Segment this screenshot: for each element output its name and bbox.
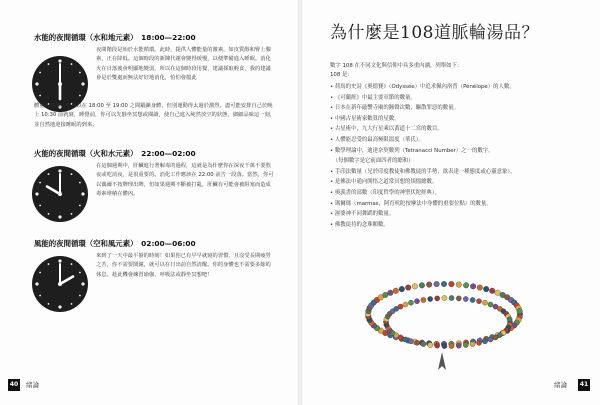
clock-tick — [48, 303, 50, 305]
clock-tick — [39, 182, 41, 184]
clock-tick — [81, 192, 84, 195]
clock-tick — [79, 295, 81, 297]
bead — [463, 296, 468, 301]
bead — [419, 283, 425, 289]
clock-tick — [39, 95, 41, 97]
reason-item: • 人體能忍受的最高極限溫度（華氏）。 — [330, 136, 424, 143]
bead — [428, 342, 433, 347]
bead — [456, 282, 462, 288]
bead — [435, 296, 440, 301]
bead — [403, 302, 408, 307]
reason-item: • 手印法數量（兄於印度教徒和佛教徒的手勢，欲表達一種態度或心靈意象）。 — [330, 168, 516, 175]
clock-tick — [39, 295, 41, 297]
bead — [383, 292, 389, 298]
section-title-wind: 風能的夜間循環（空和風元素） 02:00—06:00 — [34, 239, 196, 248]
bead — [463, 342, 468, 347]
bead — [470, 297, 475, 302]
reason-item: • 奧義書的部數（印度哲學的神聖伏陀經典）。 — [330, 189, 441, 196]
bead — [470, 284, 476, 290]
bead — [488, 337, 493, 342]
section-body-fire: 在這個週期中，肝臟進行著解毒的過程，這就是為什麼你在深夜千萬不要熬夜或吃消夜，是很重要的。消化工作應該在 22:00 前告一段落。當然，你可以偶爾不按牌理出牌，但如果週期不斷被打亂，肝臟有可能會被阻塞而造成毒素堆積在體內。 — [96, 163, 274, 198]
bead — [449, 295, 454, 300]
wind-clock-icon — [30, 254, 90, 314]
bead — [403, 337, 408, 342]
page-number-left: 40 — [8, 379, 20, 391]
clock-tick — [81, 82, 84, 85]
fire-clock-icon — [30, 164, 90, 224]
bead — [399, 286, 405, 292]
bead — [495, 290, 501, 296]
reason-item: • 日本在新年敲響寺廟的鐘聲次數，驅散罪惡的數量。 — [330, 105, 459, 112]
bead — [428, 296, 433, 301]
bead — [476, 340, 481, 345]
intro-text: 數字 108 在不同文化與信仰中具多重內涵，列舉如下： 108 是： — [330, 63, 463, 78]
bead — [426, 282, 432, 288]
reason-item: • 是佛法中通向開悟之道常冥想的煩惱總數。 — [330, 179, 438, 186]
clock-tick — [39, 72, 41, 74]
clock-tick — [71, 303, 73, 305]
reason-item: • 佛教徒持的念珠顆數。 — [330, 221, 389, 228]
section-title-fire: 火能的夜間循環（火和水元素） 22:00—02:00 — [34, 149, 196, 158]
section-body-wind: 來到了一天中最平靜的時刻！如果你已有早早就寢的習慣，且沒受長期疲勞之苦，你不需要鬧鐘，就可以在日出前自然清醒。你的身體也不需要多餘的休息。趁此機會練習瑜伽、呼吸法或靜坐冥想吧！ — [96, 253, 271, 278]
bead — [398, 304, 403, 309]
clock-tick — [48, 63, 50, 65]
reason-item: • 濕婆神不同舞蹈的數量。 — [330, 211, 395, 218]
clock-center-pin — [58, 282, 62, 286]
footer-label-right: 緒論 — [554, 381, 567, 389]
section-body-water: 夜間階段是始於水能循環。此時，提供人體能量的激素，如皮質醇和腎上腺素，正在降低。這個時段的新陳代謝會變得緩慢，以便準備進入睡眠。消化火在日落後會明顯地變弱，所以在這個時段用餐，建議採取輕食，我的建議會是於雙處而無法好好地消化，怕怕會擋此 — [96, 47, 271, 82]
bead — [408, 339, 413, 344]
bead — [517, 308, 523, 314]
bead — [405, 285, 411, 291]
bead — [441, 281, 447, 287]
clock-tick — [71, 173, 73, 175]
clock-center-pin — [58, 82, 62, 86]
reason-item: • 數學理論中，迪達奈契數列（Tetranacci Number）之一的數字。 — [330, 147, 494, 154]
bead — [476, 299, 481, 304]
bead — [493, 335, 498, 340]
clock-tick — [79, 72, 81, 74]
bead — [463, 283, 469, 289]
bead — [507, 317, 512, 322]
clock-tick — [58, 215, 61, 218]
clock-tick — [48, 213, 50, 215]
clock-tick — [35, 192, 38, 195]
reason-item: （每個數字是它前面四者的總和） — [330, 158, 414, 165]
bead — [449, 281, 455, 287]
clock-tick — [35, 82, 38, 85]
page-number-right: 41 — [578, 379, 590, 391]
reason-item: • 荷馬的史詩《奧德賽》（Odyssée）中追求佩內洛普（Pénélope）的人數。 — [330, 84, 515, 90]
bead — [477, 285, 483, 291]
clock-tick — [71, 263, 73, 265]
bead — [414, 299, 419, 304]
bracelet-charm — [438, 352, 446, 370]
clock-tick — [39, 205, 41, 207]
reasons-list — [330, 82, 570, 230]
bead — [414, 340, 419, 345]
clock-tick — [81, 282, 84, 285]
bead — [482, 300, 487, 305]
clock-tick — [58, 59, 61, 62]
bead — [442, 343, 447, 348]
section-body-water-cont: 體重的增加。你可以在 18:00 至 19:00 之間鍛鍊身體，但別運動得太過於激烈。盡可能安排自己於晚上 10:30 前就寢，睡覺前，你可以先靜坐冥想或閱讀，使自己進入純然放空的狀態，細細品味這一刻，並自然地迎接睡眠的到來。 — [34, 103, 276, 128]
clock-tick — [79, 205, 81, 207]
bead — [482, 339, 487, 344]
bead — [412, 284, 418, 290]
bead — [456, 343, 461, 348]
bead — [449, 343, 454, 348]
clock-tick — [71, 63, 73, 65]
clock-tick — [48, 263, 50, 265]
bead — [442, 295, 447, 300]
clock-tick — [39, 272, 41, 274]
clock-tick — [79, 95, 81, 97]
bead — [483, 286, 489, 292]
bead — [488, 302, 493, 307]
reason-item: • 中國古星術家數算的星數。 — [330, 115, 400, 122]
clock-tick — [58, 169, 61, 172]
reason-item: • 古星術中，九大行星乘以黃道十二宮的數目。 — [330, 126, 443, 133]
bead — [434, 281, 440, 287]
bead — [388, 290, 394, 296]
clock-tick — [48, 173, 50, 175]
clock-center-pin — [58, 192, 62, 196]
bead — [470, 341, 475, 346]
clock-tick — [58, 259, 61, 262]
bead — [393, 288, 399, 294]
clock-tick — [79, 182, 81, 184]
mala-bracelet-image — [362, 272, 532, 378]
bead — [435, 343, 440, 348]
clock-tick — [79, 272, 81, 274]
footer-label-left: 緒論 — [26, 381, 39, 389]
book-spine — [298, 0, 302, 405]
reason-item: • 瑪爾瑪（marmas，阿育吠陀按摩法中身體的重要位點）的數量。 — [330, 200, 492, 207]
clock-tick — [35, 282, 38, 285]
section-title-water: 水能的夜間循環（水和地元素） 18:00—22:00 — [34, 33, 196, 42]
clock-tick — [58, 305, 61, 308]
bead — [421, 341, 426, 346]
bead — [408, 300, 413, 305]
page-title: 為什麼是108道脈輪湯品？ — [330, 23, 539, 43]
reason-item: • 《可蘭經》中最主要章節的數量。 — [330, 94, 416, 101]
bead — [421, 297, 426, 302]
clock-tick — [71, 213, 73, 215]
bead — [456, 296, 461, 301]
bead — [489, 288, 495, 294]
